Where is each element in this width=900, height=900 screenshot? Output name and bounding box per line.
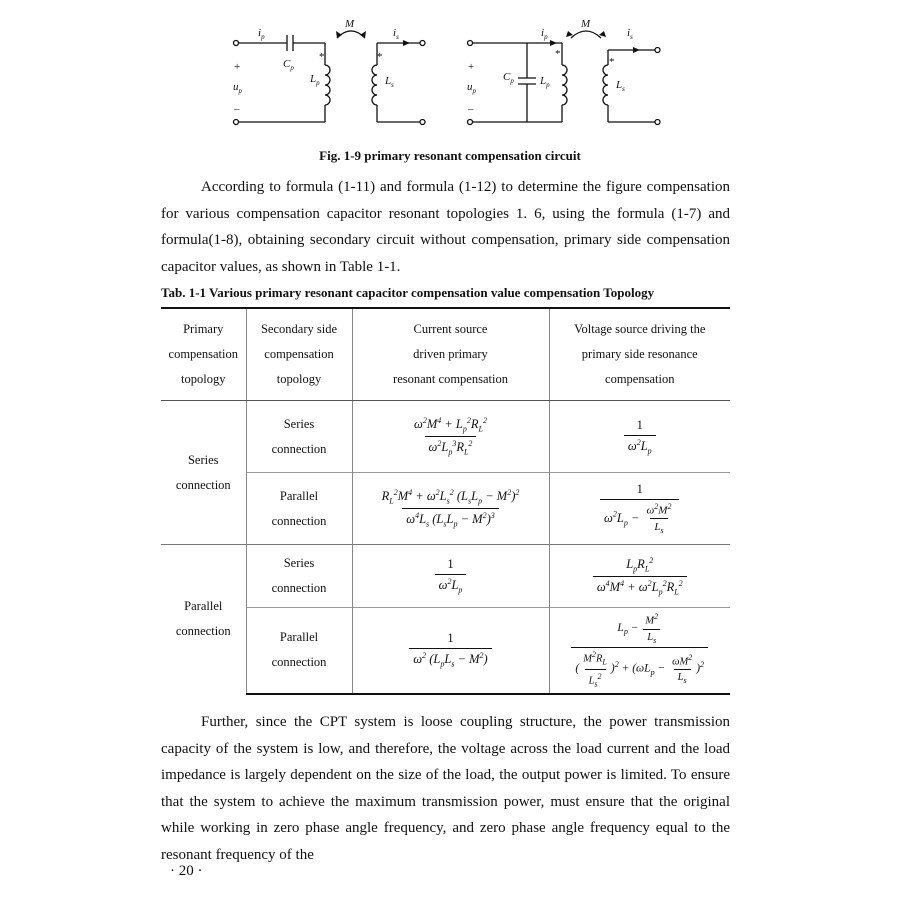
table-row	[161, 545, 730, 608]
secondary-cell: Parallel connection	[246, 608, 352, 694]
table-row	[161, 608, 730, 694]
dot-right-primary: *	[555, 48, 561, 60]
header-voltage-source: Voltage source driving the primary side resonance compensation	[549, 308, 730, 401]
label-Lp-right: $L_p$	[540, 75, 550, 89]
paragraph-intro-text: According to formula (1-11) and formula (1-12) to determine the figure compensation for various compensation capacitor resonant topologies 1. 6, using the formula (1-7) and formula(1-8), obtaining secondary circuit without compensation, primary side compensation capacitor values, as shown in Table 1-1.	[161, 179, 730, 275]
header-primary: Primary compensation topology	[161, 308, 246, 401]
paragraph-intro	[161, 174, 730, 280]
formula-ps-voltage: $\frac{L_pR_L^2}{\omega^4M^4 + \omega^2L_p^2R_L^2}$	[549, 545, 730, 608]
primary-series-cell: Series connection	[161, 401, 246, 545]
label-plus-left: +	[234, 61, 241, 73]
secondary-cell: Series connection	[246, 401, 352, 473]
label-Cp-right: $C_p$	[503, 71, 514, 85]
label-plus-right: +	[468, 61, 475, 73]
label-Lp-left: $L_p$	[310, 73, 320, 87]
label-up-left: $u_p$	[233, 81, 242, 95]
label-up-right: $u_p$	[467, 81, 476, 95]
secondary-cell: Series connection	[246, 545, 352, 608]
formula-sp-current: $\frac{R_L^2M^4 + \omega^2L_s^2 (L_sL_p - M^2)^2}{\omega^4L_s (L_sL_p - M^2)^3}$	[352, 473, 549, 545]
label-Ls-right: $L_s$	[616, 79, 625, 93]
paragraph-further-text: Further, since the CPT system is loose coupling structure, the power transmission capacity of the system is low, and therefore, the voltage across the load current and the load impedance is largely dependent on the size of the load, the output power is limited. To ensure that the system to achieve the maximum transmission power, must ensure that the original while working in zero phase angle frequency, and zero phase angle frequency equal to the resonant frequency of the	[161, 714, 730, 863]
circuit-figure	[0, 10, 900, 140]
page-number: · 20 ·	[170, 863, 203, 879]
header-current-source: Current source driven primary resonant compensation	[352, 308, 549, 401]
label-ip-left: $i_p$	[258, 27, 265, 41]
table-row	[161, 401, 730, 473]
formula-ps-current: $\frac{1}{\omega^2L_p}$	[352, 545, 549, 608]
dot-left-secondary: *	[377, 51, 383, 63]
primary-parallel-cell: Parallel connection	[161, 545, 246, 694]
formula-pp-voltage: $L_p$ − $\frac{M^2}{L_s}$ ( $\frac{M^2R_L}{L_s^2}$ )$^2 + (\omega L_p$ − $\frac{\omega M^2}{L_s}$ )$^2$	[549, 608, 730, 694]
formula-pp-current: $\frac{1}{\omega^2 (L_pL_s - M^2)}$	[352, 608, 549, 694]
table-header-row	[161, 308, 730, 401]
figure-caption: Fig. 1-9 primary resonant compensation circuit	[319, 148, 581, 163]
label-M-left: M	[345, 18, 355, 30]
compensation-table	[161, 307, 730, 695]
label-minus-left: –	[234, 103, 240, 115]
label-is-left: $i_s$	[393, 27, 399, 41]
formula-sp-voltage: 1 $\omega^2L_p$ − $\frac{\omega^2M^2}{L_s}$	[549, 473, 730, 545]
label-Ls-left: $L_s$	[385, 75, 394, 89]
table-row	[161, 473, 730, 545]
label-ip-right: $i_p$	[541, 27, 548, 41]
label-Cp-left: $C_p$	[283, 58, 294, 72]
secondary-cell: Parallel connection	[246, 473, 352, 545]
label-M-right: M	[581, 18, 591, 30]
label-minus-right: –	[468, 103, 474, 115]
dot-right-secondary: *	[609, 56, 615, 68]
paragraph-further	[161, 709, 730, 868]
label-is-right: $i_s$	[627, 27, 633, 41]
formula-ss-current: $\frac{\omega^2M^4 + L_p^2R_L^2}{\omega^2L_p^3R_L^2}$	[352, 401, 549, 473]
header-secondary: Secondary side compensation topology	[246, 308, 352, 401]
dot-left-primary: *	[319, 51, 325, 63]
table-title: Tab. 1-1 Various primary resonant capacitor compensation value compensation Topology	[161, 285, 655, 300]
formula-ss-voltage: $\frac{1}{\omega^2L_p}$	[549, 401, 730, 473]
